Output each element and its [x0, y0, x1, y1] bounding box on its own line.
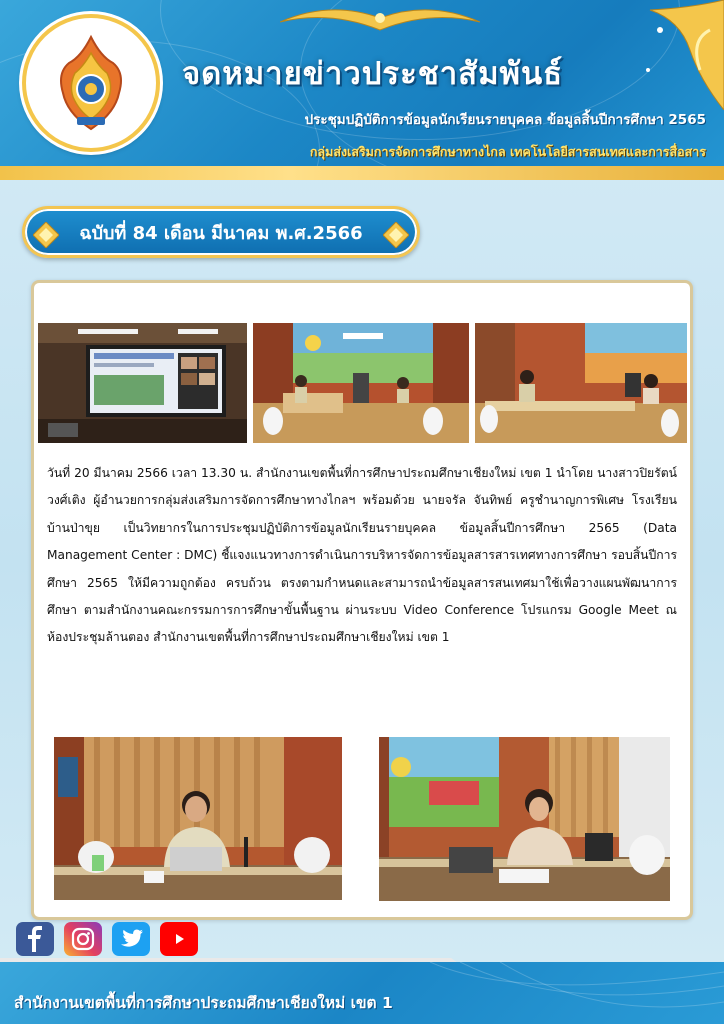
instagram-icon[interactable] — [64, 922, 102, 956]
gold-corner-ornament-icon — [630, 0, 724, 110]
department-name: กลุ่มส่งเสริมการจัดการศึกษาทางไกล เทคโนโลยีสารสนเทศและการสื่อสาร — [309, 144, 706, 159]
article-body: วันที่ 20 มีนาคม 2566 เวลา 13.30 น. สำนักงานเขตพื้นที่การศึกษาประถมศึกษาเชียงใหม่ เขต 1 นำโดย นางสาวปิยรัตน์ วงศ์เติง ผู้อำนวยการกลุ่มส่งเสริมการจัดการศึกษาทางไกลฯ พร้อมด้วย นายจรัล จันทิพย์ ครูชำนาญการพิเศษ โรงเรียนบ้านป่าขุย เป็นวิทยากรในการประชุมปฏิบัติการข้อมูลนักเรียนรายบุคคล ข้อมูลสิ้นปีการศึกษา 2565 (Data Management Center : DMC) ชี้แจงแนวทางการดำเนินการบริหารจัดการข้อมูลสารสารเทศทางการศึกษา รอบสิ้นปีการศึกษา 2565 ให้มีความถูกต้อง ครบถ้วน ตรงตามกำหนดและสามารถนำข้อมูลสารสนเทศมาใช้เพื่อวางแผนพัฒนาการศึกษา ตามสำนักงานคณะกรรมการการศึกษาขั้นพื้นฐาน ผ่านระบบ Video Conference โปรแกรม Google Meet ณ ห้องประชุมล้านตอง สำนักงานเขตพื้นที่การศึกษาประถมศึกษาเชียงใหม่ เขต 1 — [47, 466, 677, 645]
header-gold-border — [0, 166, 724, 180]
footer-office-name: สำนักงานเขตพื้นที่การศึกษาประถมศึกษาเชียงใหม่ เขต 1 — [14, 994, 393, 1012]
photo-projector-screen — [38, 323, 247, 443]
gold-diamond-icon — [33, 222, 59, 248]
header-banner — [0, 0, 724, 178]
social-links — [16, 922, 198, 956]
gold-diamond-icon — [383, 222, 409, 248]
photo-meeting-table — [475, 323, 687, 443]
issue-badge — [22, 206, 420, 258]
twitter-icon[interactable] — [112, 922, 150, 956]
gold-ornament-icon — [280, 0, 480, 40]
photo-meeting-room-wide — [253, 323, 469, 443]
photo-speaker-male — [54, 737, 342, 900]
issue-label: ฉบับที่ 84 เดือน มีนาคม พ.ศ.2566 — [79, 222, 363, 244]
facebook-icon[interactable] — [16, 922, 54, 956]
photo-speaker-female — [379, 737, 670, 901]
obec-emblem-icon — [22, 14, 160, 152]
youtube-icon[interactable] — [160, 922, 198, 956]
page-title: จดหมายข่าวประชาสัมพันธ์ — [182, 56, 564, 92]
newsletter-subtitle: ประชุมปฏิบัติการข้อมูลนักเรียนรายบุคคล ข้อมูลสิ้นปีการศึกษา 2565 — [304, 112, 706, 128]
